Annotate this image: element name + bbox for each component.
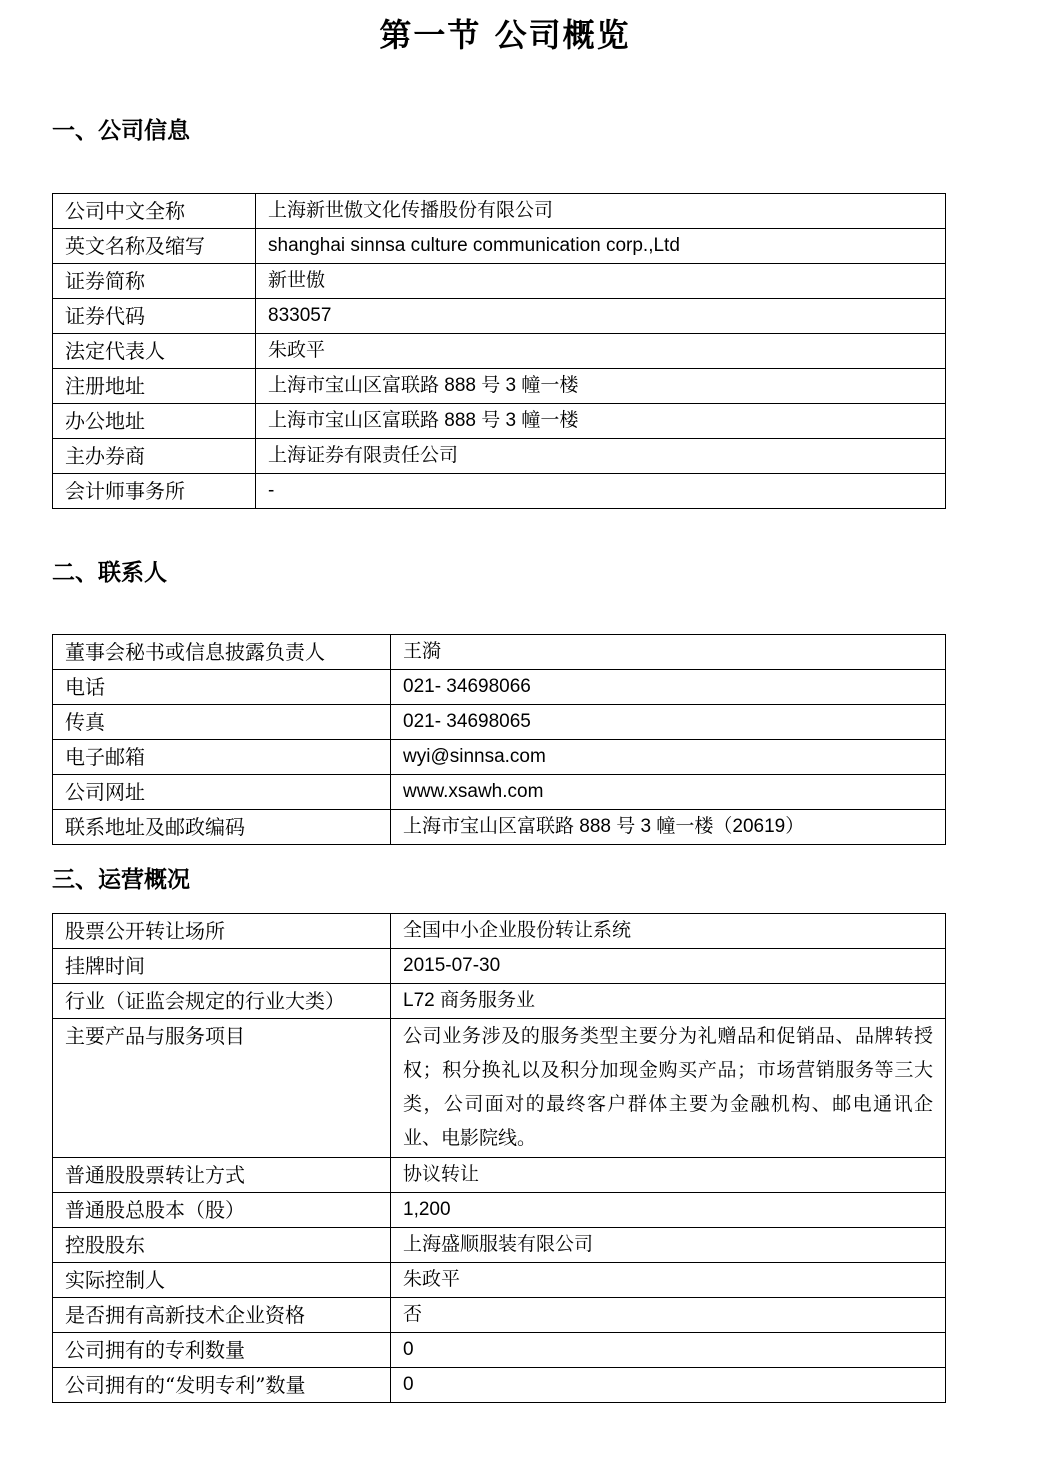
row-value: 朱政平 xyxy=(391,1263,946,1298)
table-row xyxy=(53,914,946,949)
row-value: 021- 34698065 xyxy=(391,705,946,740)
row-value: 王漪 xyxy=(391,635,946,670)
row-label: 公司中文全称 xyxy=(53,194,256,229)
row-value: 0 xyxy=(391,1333,946,1368)
table-row xyxy=(53,949,946,984)
table-row xyxy=(53,1263,946,1298)
table-row xyxy=(53,229,946,264)
row-label: 实际控制人 xyxy=(53,1263,391,1298)
row-value: 协议转让 xyxy=(391,1158,946,1193)
row-value: 上海盛顺服装有限公司 xyxy=(391,1228,946,1263)
row-value: 0 xyxy=(391,1368,946,1403)
row-value: 上海证券有限责任公司 xyxy=(256,439,946,474)
table-row xyxy=(53,404,946,439)
row-label: 联系地址及邮政编码 xyxy=(53,810,391,845)
row-label: 普通股总股本（股） xyxy=(53,1193,391,1228)
row-value: 2015-07-30 xyxy=(391,949,946,984)
table-row xyxy=(53,334,946,369)
company-info-table xyxy=(52,193,946,509)
row-label: 挂牌时间 xyxy=(53,949,391,984)
operations-table xyxy=(52,913,946,1403)
section-title-contact: 二、联系人 xyxy=(52,560,167,586)
table-row xyxy=(53,474,946,509)
row-label: 证券代码 xyxy=(53,299,256,334)
table-row xyxy=(53,810,946,845)
row-label: 主办券商 xyxy=(53,439,256,474)
row-label: 传真 xyxy=(53,705,391,740)
table-row xyxy=(53,1228,946,1263)
row-label: 公司网址 xyxy=(53,775,391,810)
row-label: 电子邮箱 xyxy=(53,740,391,775)
row-label: 董事会秘书或信息披露负责人 xyxy=(53,635,391,670)
table-row xyxy=(53,194,946,229)
row-value: 上海市宝山区富联路 888 号 3 幢一楼 xyxy=(256,369,946,404)
row-label: 证券简称 xyxy=(53,264,256,299)
row-label: 股票公开转让场所 xyxy=(53,914,391,949)
row-label: 电话 xyxy=(53,670,391,705)
section-title-operations: 三、运营概况 xyxy=(52,867,190,893)
row-value: 021- 34698066 xyxy=(391,670,946,705)
row-label: 会计师事务所 xyxy=(53,474,256,509)
table-row xyxy=(53,299,946,334)
table-row xyxy=(53,984,946,1019)
section-title-company-info: 一、公司信息 xyxy=(52,118,190,144)
row-value: 833057 xyxy=(256,299,946,334)
email-value: wyi@sinnsa.com xyxy=(391,740,946,775)
row-label: 英文名称及缩写 xyxy=(53,229,256,264)
row-value: 上海市宝山区富联路 888 号 3 幢一楼（20619） xyxy=(391,810,946,845)
row-label: 是否拥有高新技术企业资格 xyxy=(53,1298,391,1333)
table-row xyxy=(53,264,946,299)
table-row xyxy=(53,775,946,810)
row-value: 1,200 xyxy=(391,1193,946,1228)
row-value: L72 商务服务业 xyxy=(391,984,946,1019)
row-label: 主要产品与服务项目 xyxy=(53,1019,391,1158)
row-value: 否 xyxy=(391,1298,946,1333)
row-value: 上海新世傲文化传播股份有限公司 xyxy=(256,194,946,229)
table-row xyxy=(53,705,946,740)
table-row xyxy=(53,439,946,474)
row-value: 朱政平 xyxy=(256,334,946,369)
row-value: 新世傲 xyxy=(256,264,946,299)
row-label: 办公地址 xyxy=(53,404,256,439)
table-row xyxy=(53,740,946,775)
row-label: 公司拥有的专利数量 xyxy=(53,1333,391,1368)
table-row xyxy=(53,369,946,404)
table-row xyxy=(53,1158,946,1193)
website-value: www.xsawh.com xyxy=(391,775,946,810)
row-label: 注册地址 xyxy=(53,369,256,404)
row-label: 公司拥有的“发明专利”数量 xyxy=(53,1368,391,1403)
page-title: 第一节 公司概览 xyxy=(379,16,631,54)
row-value: 全国中小企业股份转让系统 xyxy=(391,914,946,949)
table-row xyxy=(53,1298,946,1333)
table-row xyxy=(53,1193,946,1228)
row-value: 上海市宝山区富联路 888 号 3 幢一楼 xyxy=(256,404,946,439)
table-row xyxy=(53,1019,946,1158)
table-row xyxy=(53,1368,946,1403)
row-label: 普通股股票转让方式 xyxy=(53,1158,391,1193)
row-value: shanghai sinnsa culture communication corp.,Ltd xyxy=(256,229,946,264)
table-row xyxy=(53,670,946,705)
row-label: 法定代表人 xyxy=(53,334,256,369)
contact-table xyxy=(52,634,946,845)
products-services-value xyxy=(391,1019,946,1158)
row-label: 行业（证监会规定的行业大类） xyxy=(53,984,391,1019)
table-row xyxy=(53,635,946,670)
products-services-text: 公司业务涉及的服务类型主要分为礼赠品和促销品、品牌转授权；积分换礼以及积分加现金购买产品；市场营销服务等三大类，公司面对的最终客户群体主要为金融机构、邮电通讯企业、电影院线。 xyxy=(403,1026,933,1149)
table-row xyxy=(53,1333,946,1368)
row-value: - xyxy=(256,474,946,509)
row-label: 控股股东 xyxy=(53,1228,391,1263)
